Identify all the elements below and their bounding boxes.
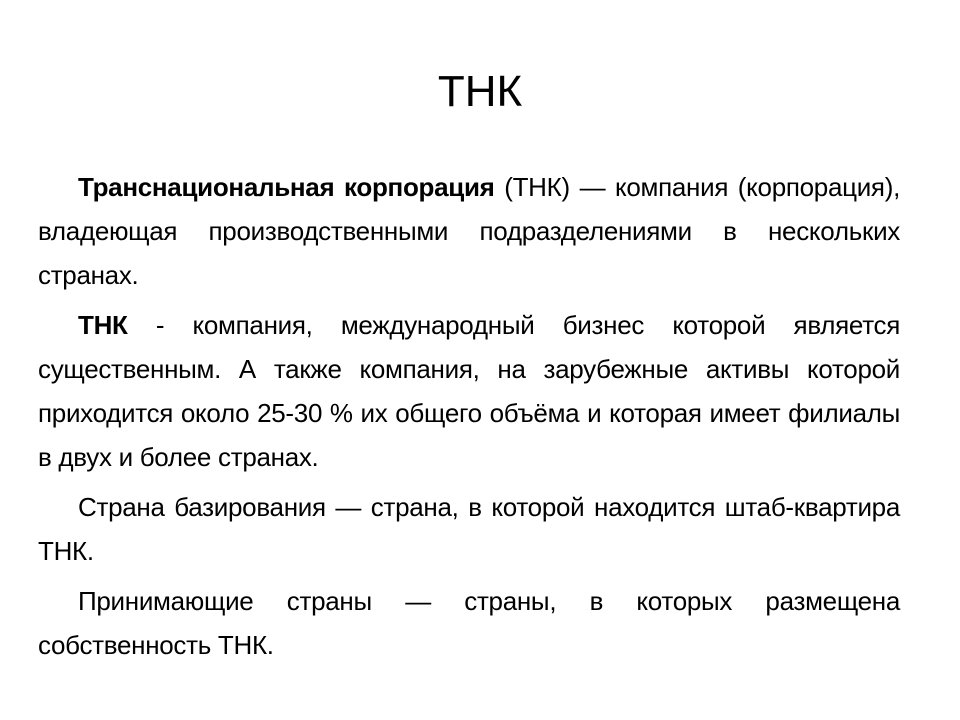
definition-text: Принимающие страны — страны, в которых размещена собственность ТНК. bbox=[38, 586, 900, 660]
slide-body bbox=[38, 165, 900, 673]
definition-text: - компания, международный бизнес которой является существенным. А также компания, на зарубежные активы которой приходится около 25-30 % их общего объёма и которая имеет филиалы в двух и более странах. bbox=[38, 310, 900, 472]
definition-paragraph-host-countries bbox=[38, 579, 900, 667]
definition-text: Страна базирования — страна, в которой находится штаб-квартира ТНК. bbox=[38, 492, 900, 566]
definition-text: (ТНК) — компания (корпорация), владеющая производственными подразделениями в нескольких странах. bbox=[38, 172, 900, 290]
definition-paragraph-tnc bbox=[38, 165, 900, 297]
definition-paragraph-tnk bbox=[38, 303, 900, 479]
term-tnk: ТНК bbox=[78, 310, 128, 340]
slide-title: ТНК bbox=[437, 67, 523, 116]
definition-paragraph-home-country bbox=[38, 485, 900, 573]
term-transnational-corporation: Транснациональная корпорация bbox=[78, 172, 495, 202]
